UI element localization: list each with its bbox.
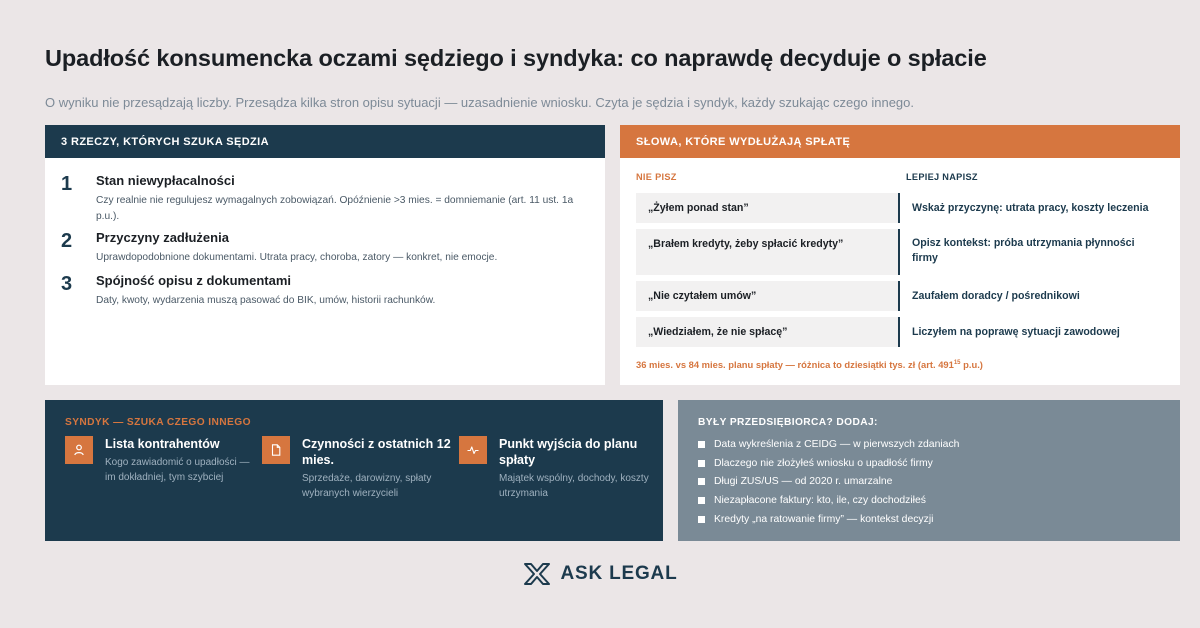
former-entrepreneur-header: BYŁY PRZEDSIĘBIORCA? DODAJ: xyxy=(698,417,878,428)
bullet-square-icon xyxy=(698,460,705,467)
syndic-item-description: Kogo zawiadomić o upadłości — im dokładniej, tym szybciej xyxy=(105,457,250,483)
page-subtitle: O wyniku nie przesądzają liczby. Przesądza kilka stron opisu sytuacji — uzasadnienie wniosku. Czyta je sędzia i syndyk, każdy szukając czego innego. xyxy=(45,95,915,110)
syndic-item-description: Majątek wspólny, dochody, koszty utrzymania xyxy=(499,473,649,499)
list-item: Kredyty „na ratowanie firmy” — kontekst decyzji xyxy=(698,510,959,529)
page-title: Upadłość konsumencka oczami sędziego i syndyka: co naprawdę decyduje o spłacie xyxy=(45,45,987,71)
syndic-card-header: SYNDYK — SZUKA CZEGO INNEGO xyxy=(65,417,251,428)
syndic-item xyxy=(262,436,452,501)
judge-item-description: Czy realnie nie regulujesz wymagalnych zobowiązań. Opóźnienie >3 mies. = domniemanie (art. 11 ust. 1a p.u.). xyxy=(96,195,574,222)
judge-item xyxy=(61,230,581,266)
syndic-item xyxy=(65,436,255,485)
judge-item xyxy=(61,173,581,225)
former-entrepreneur-card xyxy=(678,400,1180,541)
pulse-icon xyxy=(459,436,487,464)
bullet-square-icon xyxy=(698,441,705,448)
judge-item-number: 1 xyxy=(61,173,73,195)
syndic-item-title: Lista kontrahentów xyxy=(105,437,220,451)
judge-card-header: 3 RZECZY, KTÓRYCH SZUKA SĘDZIA xyxy=(45,125,605,158)
judge-item-number: 3 xyxy=(61,273,73,295)
syndic-item-description: Sprzedaże, darowizny, spłaty wybranych wierzycieli xyxy=(302,473,432,499)
ask-legal-logo-icon xyxy=(523,562,551,586)
list-item: Długi ZUS/US — od 2020 r. umarzalne xyxy=(698,473,959,492)
phrase-to-use: Zaufałem doradcy / pośrednikowi xyxy=(912,290,1080,302)
list-item: Dlaczego nie złożyłeś wniosku o upadłość firmy xyxy=(698,454,959,473)
judge-item xyxy=(61,273,581,309)
words-row xyxy=(636,193,1166,223)
bullet-square-icon xyxy=(698,478,705,485)
repayment-plan-note: 36 mies. vs 84 mies. planu spłaty — różnica to dziesiątki tys. zł (art. $491^{15}$ p.u.) xyxy=(636,359,983,370)
words-card-header: SŁOWA, KTÓRE WYDŁUŻAJĄ SPŁATĘ xyxy=(620,125,1180,158)
words-row xyxy=(636,229,1166,275)
judge-item-description: Uprawdopodobnione dokumentami. Utrata pracy, choroba, zatory — konkret, nie emocje. xyxy=(96,252,498,263)
judge-item-title: Przyczyny zadłużenia xyxy=(96,230,229,245)
list-item: Data wykreślenia z CEIDG — w pierwszych zdaniach xyxy=(698,435,959,454)
person-icon xyxy=(65,436,93,464)
syndic-item-title: Czynności z ostatnich 12 mies. xyxy=(302,437,451,467)
brand-name: ASK LEGAL xyxy=(560,563,678,584)
document-icon xyxy=(262,436,290,464)
judge-item-description: Daty, kwoty, wydarzenia muszą pasować do BIK, umów, historii rachunków. xyxy=(96,295,436,306)
syndic-item-title: Punkt wyjścia do planu spłaty xyxy=(499,437,638,467)
syndic-item xyxy=(459,436,649,501)
judge-item-title: Stan niewypłacalności xyxy=(96,173,235,188)
bullet-square-icon xyxy=(698,497,705,504)
bullet-square-icon xyxy=(698,516,705,523)
phrase-to-use: Opisz kontekst: próba utrzymania płynności firmy xyxy=(912,237,1135,264)
phrase-to-avoid: „Wiedziałem, że nie spłacę” xyxy=(636,317,900,347)
former-entrepreneur-list xyxy=(698,435,959,529)
syndic-card xyxy=(45,400,663,541)
phrase-to-use: Liczyłem na poprawę sytuacji zawodowej xyxy=(912,326,1120,338)
phrase-to-avoid: „Żyłem ponad stan” xyxy=(636,193,900,223)
brand-logo xyxy=(0,562,1200,586)
words-card xyxy=(620,125,1180,385)
words-row xyxy=(636,281,1166,311)
words-row xyxy=(636,317,1166,347)
judge-item-number: 2 xyxy=(61,230,73,252)
column-header-dont-write: NIE PISZ xyxy=(636,172,677,182)
judge-item-title: Spójność opisu z dokumentami xyxy=(96,273,292,288)
judge-card xyxy=(45,125,605,385)
column-header-better-write: LEPIEJ NAPISZ xyxy=(906,172,978,182)
phrase-to-avoid: „Brałem kredyty, żeby spłacić kredyty” xyxy=(636,229,900,275)
phrase-to-use: Wskaż przyczynę: utrata pracy, koszty leczenia xyxy=(912,202,1149,214)
phrase-to-avoid: „Nie czytałem umów” xyxy=(636,281,900,311)
list-item: Niezapłacone faktury: kto, ile, czy dochodziłeś xyxy=(698,491,959,510)
